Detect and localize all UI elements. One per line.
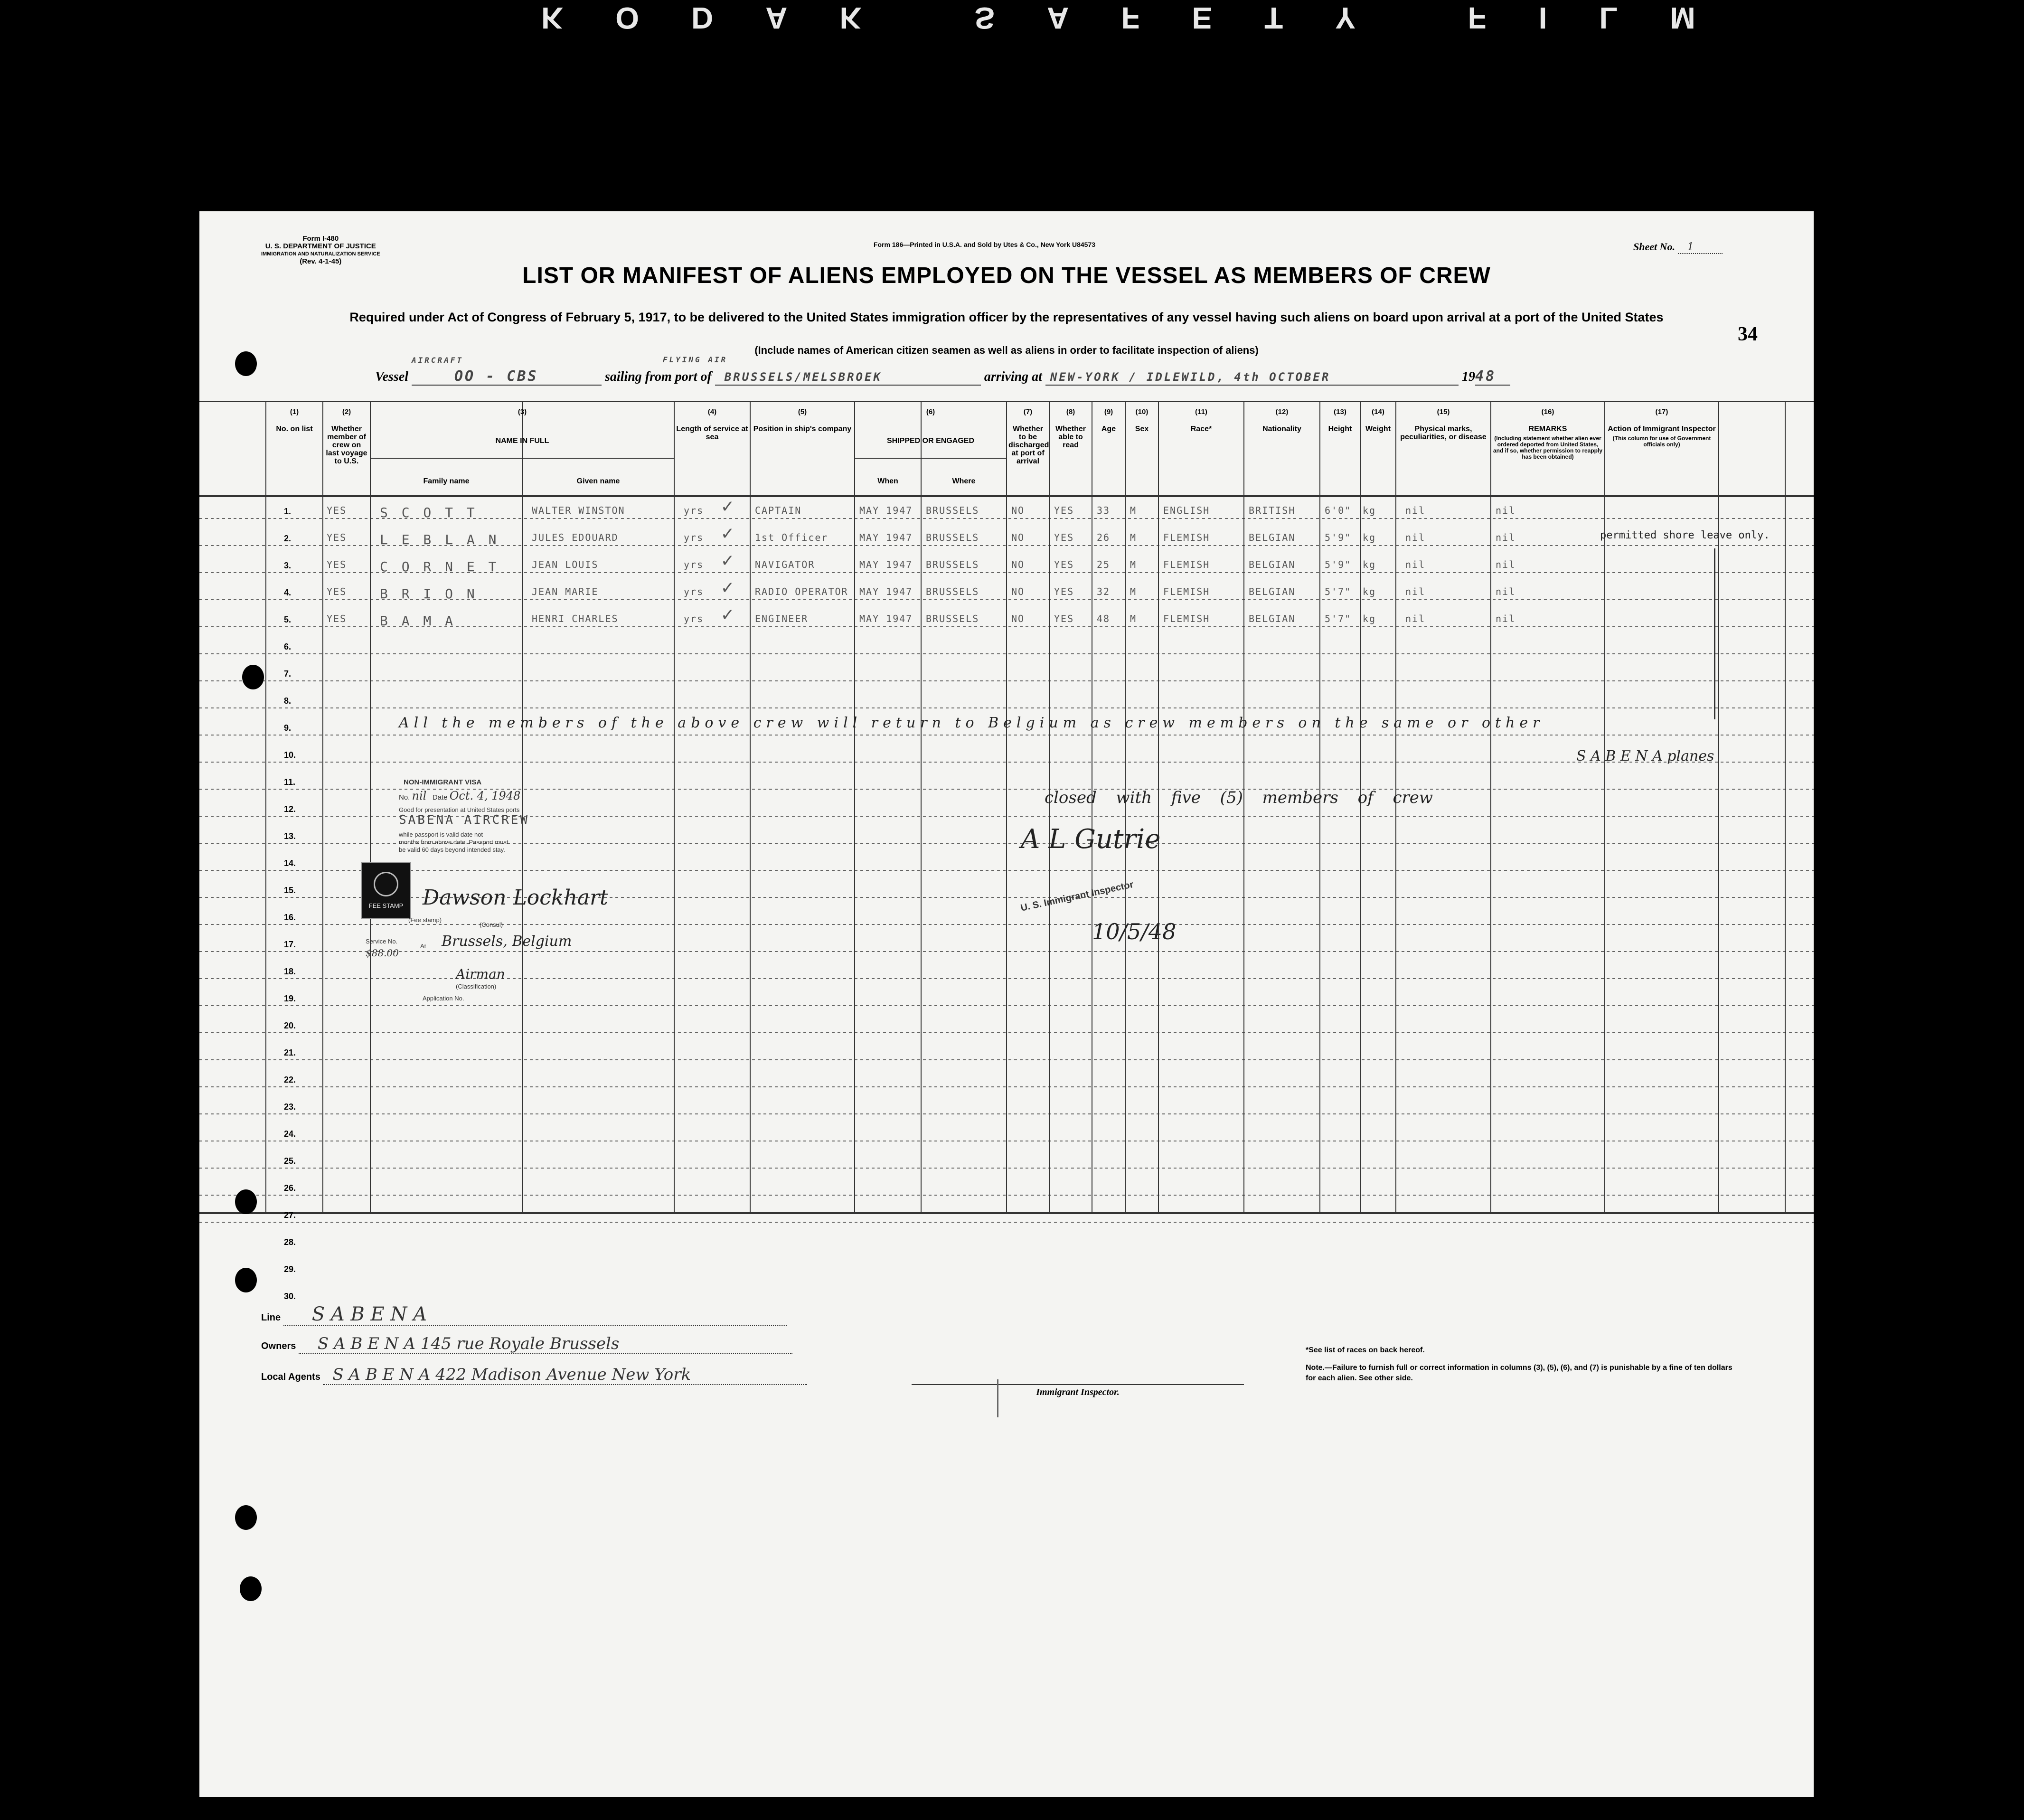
- cell-sex: M: [1130, 613, 1137, 624]
- service: IMMIGRATION AND NATURALIZATION SERVICE: [261, 251, 380, 257]
- cell-family: B R I O N: [380, 586, 478, 602]
- inspection-date: 10/5/48: [1092, 919, 1177, 944]
- column-header: Position in ship's company: [753, 425, 852, 433]
- cell-family: C O R N E T: [380, 559, 499, 575]
- checkmark-icon: ✓: [722, 522, 734, 544]
- column-number: (12): [1275, 408, 1289, 416]
- cell-race: ENGLISH: [1163, 505, 1210, 516]
- column-subheader: Given name: [576, 477, 620, 485]
- sailing-value: BRUSSELS/MELSBROEK: [724, 370, 882, 384]
- cell-race: FLEMISH: [1163, 586, 1210, 597]
- film-edge-text: KODAK SAFETY FILM: [541, 1, 1748, 35]
- cell-where: BRUSSELS: [926, 586, 979, 597]
- column-header: No. on list: [276, 425, 313, 433]
- column-header: Whether member of crew on last voyage to U.S.: [326, 425, 367, 465]
- consul-label: (Consul): [480, 921, 503, 928]
- row-number: 7.: [284, 669, 292, 679]
- cell-read: YES: [1054, 505, 1074, 516]
- cell-when: MAY 1947: [859, 613, 913, 624]
- consul-signature: Dawson Lockhart: [423, 886, 608, 910]
- department: U. S. DEPARTMENT OF JUSTICE: [265, 242, 376, 250]
- checkmark-icon: ✓: [722, 495, 734, 517]
- arriving-label: arriving at: [984, 369, 1042, 384]
- year-prefix: 19: [1461, 369, 1475, 384]
- cell-where: BRUSSELS: [926, 559, 979, 570]
- column-header: Weight: [1365, 425, 1391, 433]
- year-value: 48: [1475, 368, 1510, 386]
- cell-weight: kg: [1363, 586, 1376, 597]
- column-number: (3): [518, 408, 527, 416]
- fee-stamp-emblem-icon: [374, 872, 398, 896]
- row6-note: All the members of the above crew will return to Belgium as crew members on the same or other: [399, 715, 1544, 731]
- sheet-value: 1: [1678, 241, 1723, 254]
- row-number: 15.: [284, 886, 296, 895]
- visa-valid-line: be valid 60 days beyond intended stay.: [399, 846, 505, 853]
- cell-height: 5'9": [1325, 532, 1352, 543]
- cell-marks: nil: [1405, 505, 1426, 516]
- cell-weight: kg: [1363, 559, 1376, 570]
- row-number: 22.: [284, 1075, 296, 1084]
- cell-c2: YES: [327, 505, 347, 516]
- cell-given: WALTER WINSTON: [532, 505, 625, 516]
- row-number: 3.: [284, 561, 292, 570]
- cell-age: 25: [1097, 559, 1111, 570]
- column-header: Length of service at sea: [676, 425, 748, 441]
- row-number: 11.: [284, 777, 296, 787]
- sailing-above: FLYING AIR: [662, 355, 728, 364]
- column-number: (11): [1195, 408, 1207, 416]
- footer-line-label: Line: [261, 1312, 281, 1323]
- cell-service: yrs: [684, 505, 704, 516]
- row-number: 25.: [284, 1156, 296, 1166]
- column-header: Nationality: [1262, 425, 1301, 433]
- column-subnote: (This column for use of Government officials only): [1612, 435, 1711, 448]
- visa-application-label: Application No.: [423, 995, 464, 1002]
- footer-agents-label: Local Agents: [261, 1372, 320, 1382]
- cell-discharge: NO: [1011, 505, 1025, 516]
- column-number: (4): [707, 408, 717, 416]
- row-number: 29.: [284, 1264, 296, 1274]
- vessel-line: [375, 355, 1510, 386]
- cell-sex: M: [1130, 586, 1137, 597]
- cell-where: BRUSSELS: [926, 532, 979, 543]
- footer-inspector-label: Immigrant Inspector.: [1036, 1387, 1120, 1397]
- punch-hole-5: [235, 1505, 257, 1530]
- cell-position: 1st Officer: [755, 532, 828, 543]
- row-number: 10.: [284, 750, 296, 760]
- fee-stamp-caption: (Fee stamp): [408, 916, 442, 924]
- inspector-label: U. S. Immigrant Inspector: [1019, 879, 1135, 914]
- row-number: 4.: [284, 588, 292, 597]
- row-number: 9.: [284, 723, 292, 733]
- row-number: 23.: [284, 1102, 296, 1112]
- cell-remarks: nil: [1496, 586, 1516, 597]
- cell-read: YES: [1054, 613, 1074, 624]
- cell-remarks: nil: [1496, 532, 1516, 543]
- vessel-value: OO - CBS: [454, 368, 538, 385]
- footer-agents-value: S A B E N A 422 Madison Avenue New York: [323, 1365, 807, 1385]
- visa-class-value: Airman: [456, 966, 505, 982]
- sailing-label: sailing from port of: [605, 369, 712, 384]
- punch-hole-4: [235, 1268, 257, 1292]
- cell-age: 26: [1097, 532, 1111, 543]
- column-number: (6): [926, 408, 935, 416]
- sheet-number: [1633, 241, 1723, 253]
- cell-given: JULES EDOUARD: [532, 532, 619, 543]
- cell-weight: kg: [1363, 505, 1376, 516]
- column-number: (9): [1104, 408, 1113, 416]
- cell-height: 5'7": [1325, 613, 1352, 624]
- form-title: LIST OR MANIFEST OF ALIENS EMPLOYED ON THE VESSEL AS MEMBERS OF CREW: [522, 263, 1491, 288]
- row-number: 2.: [284, 534, 292, 543]
- punch-hole-1: [235, 351, 257, 376]
- footer-owners-label: Owners: [261, 1341, 296, 1351]
- visa-at-value: Brussels, Belgium: [442, 933, 572, 950]
- cell-service: yrs: [684, 586, 704, 597]
- cell-service: yrs: [684, 532, 704, 543]
- form-header-left: [261, 235, 380, 265]
- cell-race: FLEMISH: [1163, 559, 1210, 570]
- row-number: 20.: [284, 1021, 296, 1030]
- cell-given: HENRI CHARLES: [532, 613, 619, 624]
- visa-date-value: Oct. 4, 1948: [449, 789, 521, 802]
- footer-races-note: *See list of races on back hereof.: [1306, 1346, 1425, 1354]
- footer-owners-value: S A B E N A 145 rue Royale Brussels: [299, 1334, 792, 1354]
- form-number: Form I-480: [302, 235, 339, 243]
- column-number: (8): [1066, 408, 1075, 416]
- visa-at-label: At: [420, 943, 426, 950]
- cell-weight: kg: [1363, 532, 1376, 543]
- cell-nationality: BELGIAN: [1249, 559, 1296, 570]
- cell-discharge: NO: [1011, 532, 1025, 543]
- column-header: Sex: [1135, 425, 1149, 433]
- sheet-label: Sheet No.: [1633, 241, 1675, 253]
- cell-marks: nil: [1405, 613, 1426, 624]
- cell-when: MAY 1947: [859, 586, 913, 597]
- cell-age: 48: [1097, 613, 1111, 624]
- checkmark-icon: ✓: [722, 604, 734, 625]
- cell-race: FLEMISH: [1163, 532, 1210, 543]
- cell-when: MAY 1947: [859, 559, 913, 570]
- row-number: 28.: [284, 1237, 296, 1247]
- visa-class-label: (Classification): [456, 983, 497, 990]
- visa-passport-line: while passport is valid date not: [399, 831, 483, 838]
- cell-when: MAY 1947: [859, 532, 913, 543]
- row-number: 6.: [284, 642, 292, 651]
- cell-marks: nil: [1405, 586, 1426, 597]
- footer-agents: [261, 1365, 807, 1385]
- column-header: REMARKS: [1528, 425, 1567, 433]
- row-number: 13.: [284, 831, 296, 841]
- row-number: 19.: [284, 994, 296, 1003]
- row-number: 30.: [284, 1292, 296, 1301]
- cell-discharge: NO: [1011, 586, 1025, 597]
- inspector-signature: A L Gutrie: [1021, 824, 1161, 855]
- visa-months-line: months from above date. Passport must: [399, 839, 508, 846]
- column-number: (13): [1334, 408, 1346, 416]
- column-header: Action of Immigrant Inspector: [1608, 425, 1716, 433]
- cell-service: yrs: [684, 559, 704, 570]
- cell-sex: M: [1130, 532, 1137, 543]
- checkmark-icon: ✓: [722, 576, 734, 598]
- visa-for-value: SABENA AIRCREW: [399, 813, 530, 827]
- punch-hole-2: [242, 665, 264, 689]
- footer-inspector-line: [912, 1384, 1244, 1398]
- column-subheader: Family name: [423, 477, 470, 485]
- row-number: 8.: [284, 696, 292, 706]
- column-number: (14): [1372, 408, 1384, 416]
- visa-stamp: [280, 779, 655, 1002]
- page-number: 34: [1738, 323, 1758, 345]
- column-header: Height: [1328, 425, 1352, 433]
- cell-service: yrs: [684, 613, 704, 624]
- service-no-label: Service No.: [366, 938, 398, 945]
- cell-position: CAPTAIN: [755, 505, 802, 516]
- column-header: Age: [1101, 425, 1116, 433]
- fee-stamp-box: [361, 862, 411, 919]
- cell-height: 6'0": [1325, 505, 1352, 516]
- row-number: 17.: [284, 940, 296, 949]
- cell-c2: YES: [327, 586, 347, 597]
- closed-note: closed with five (5) members of crew: [1045, 788, 1433, 807]
- column-number: (7): [1023, 408, 1033, 416]
- cell-nationality: BELGIAN: [1249, 532, 1296, 543]
- cell-age: 32: [1097, 586, 1111, 597]
- visa-date-label: Date: [432, 793, 448, 802]
- cell-weight: kg: [1363, 613, 1376, 624]
- cell-sex: M: [1130, 559, 1137, 570]
- cell-c2: YES: [327, 559, 347, 570]
- row-number: 27.: [284, 1210, 296, 1220]
- form-requirement: Required under Act of Congress of February 5, 1917, to be delivered to the United States immigration officer by the representatives of any vessel having such aliens on board upon arrival at a port of the United States: [349, 310, 1664, 324]
- cell-discharge: NO: [1011, 559, 1025, 570]
- cell-position: RADIO OPERATOR: [755, 586, 848, 597]
- cell-when: MAY 1947: [859, 505, 913, 516]
- cell-nationality: BELGIAN: [1249, 613, 1296, 624]
- punch-hole-3: [235, 1189, 257, 1214]
- row-number: 18.: [284, 967, 296, 976]
- cell-remarks: nil: [1496, 559, 1516, 570]
- column-subheader: When: [877, 477, 898, 485]
- cell-family: L E B L A N: [380, 532, 499, 547]
- remarks-bracket: [1714, 548, 1715, 719]
- row-number: 16.: [284, 913, 296, 922]
- visa-no-label: No.: [399, 793, 410, 802]
- column-number: (5): [798, 408, 807, 416]
- visa-for-line: Good for presentation at United States ports: [399, 806, 520, 813]
- permitted-note: permitted shore leave only.: [1600, 529, 1770, 541]
- cell-given: JEAN LOUIS: [532, 559, 599, 570]
- column-number: (16): [1541, 408, 1554, 416]
- row-number: 5.: [284, 615, 292, 624]
- cell-marks: nil: [1405, 532, 1426, 543]
- fee-stamp-label: FEE STAMP: [368, 902, 404, 909]
- column-header: Whether to be discharged at port of arrival: [1008, 425, 1049, 465]
- column-subheader: Where: [952, 477, 976, 485]
- checkmark-icon: ✓: [722, 549, 734, 571]
- cell-remarks: nil: [1496, 505, 1516, 516]
- cell-remarks: nil: [1496, 613, 1516, 624]
- row-number: 21.: [284, 1048, 296, 1057]
- cell-where: BRUSSELS: [926, 613, 979, 624]
- row7-note: S A B E N A planes: [1576, 748, 1714, 764]
- column-number: (17): [1655, 408, 1668, 416]
- cell-given: JEAN MARIE: [532, 586, 599, 597]
- cell-position: NAVIGATOR: [755, 559, 815, 570]
- cell-family: S C O T T: [380, 505, 478, 520]
- vessel-above: AIRCRAFT: [412, 356, 464, 365]
- visa-no-line: [399, 789, 521, 802]
- column-header: NAME IN FULL: [495, 437, 549, 445]
- column-header: Whether able to read: [1055, 425, 1086, 449]
- column-header: Race*: [1190, 425, 1212, 433]
- cell-height: 5'7": [1325, 586, 1352, 597]
- cell-where: BRUSSELS: [926, 505, 979, 516]
- cell-c2: YES: [327, 532, 347, 543]
- cell-race: FLEMISH: [1163, 613, 1210, 624]
- cell-family: B A M A: [380, 613, 456, 629]
- column-header: SHIPPED OR ENGAGED: [886, 437, 975, 445]
- manifest-page: [199, 211, 1814, 1797]
- column-number: (1): [290, 408, 299, 416]
- form-include-note: (Include names of American citizen seamen as well as aliens in order to facilitate inspection of aliens): [754, 344, 1259, 356]
- visa-heading: NON-IMMIGRANT VISA: [404, 778, 482, 786]
- column-number: (2): [342, 408, 351, 416]
- footer-line-value: S A B E N A: [283, 1303, 787, 1326]
- row-number: 1.: [284, 507, 292, 516]
- footer-line: [261, 1303, 787, 1326]
- punch-hole-6: [240, 1576, 262, 1601]
- revision: (Rev. 4-1-45): [300, 257, 342, 265]
- cell-c2: YES: [327, 613, 347, 624]
- cell-read: YES: [1054, 532, 1074, 543]
- crease: [997, 1379, 998, 1417]
- cell-position: ENGINEER: [755, 613, 809, 624]
- cell-age: 33: [1097, 505, 1111, 516]
- cell-nationality: BRITISH: [1249, 505, 1296, 516]
- row-number: 26.: [284, 1183, 296, 1193]
- cell-height: 5'9": [1325, 559, 1352, 570]
- column-header: Physical marks, peculiarities, or disease: [1400, 425, 1487, 441]
- row-number: 12.: [284, 804, 296, 814]
- cell-sex: M: [1130, 505, 1137, 516]
- vessel-label: Vessel: [375, 369, 408, 384]
- column-subnote: (Including statement whether alien ever ordered deported from United States, and if so, whether permission to reapply has been obtained): [1493, 435, 1603, 460]
- row-number: 14.: [284, 858, 296, 868]
- cell-read: YES: [1054, 559, 1074, 570]
- cell-read: YES: [1054, 586, 1074, 597]
- cell-nationality: BELGIAN: [1249, 586, 1296, 597]
- arriving-value: NEW-YORK / IDLEWILD, 4th OCTOBER: [1050, 370, 1331, 384]
- column-number: (10): [1135, 408, 1149, 416]
- footer-owners: [261, 1334, 792, 1354]
- visa-tariff: $88.00: [366, 947, 399, 959]
- column-number: (15): [1437, 408, 1450, 416]
- cell-marks: nil: [1405, 559, 1426, 570]
- footer-penalty-note: Note.—Failure to furnish full or correct information in columns (3), (5), (6), and (7) is punishable by a fine of ten dollars for each alien. See other side.: [1306, 1364, 1732, 1382]
- visa-no-value: nil: [412, 789, 427, 802]
- cell-discharge: NO: [1011, 613, 1025, 624]
- printer-line: Form 186—Printed in U.S.A. and Sold by Utes & Co., New York U84573: [874, 241, 1096, 248]
- row-number: 24.: [284, 1129, 296, 1139]
